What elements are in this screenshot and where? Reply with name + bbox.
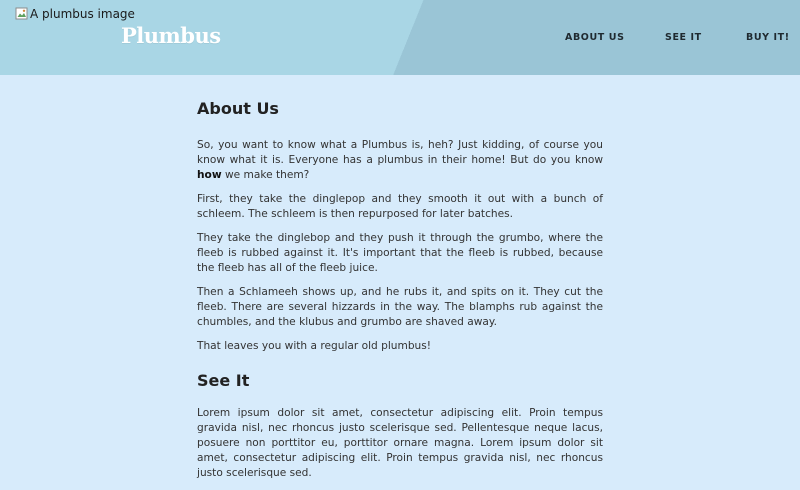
main-content bbox=[197, 96, 603, 490]
section-title-see-it: See It bbox=[197, 371, 250, 390]
plumbus-image bbox=[15, 7, 135, 21]
site-header bbox=[0, 0, 800, 75]
about-paragraph-3: They take the dinglebop and they push it through the grumbo, where the fleeb is rubbed against it. It's important that the fleeb is rubbed, because the fleeb has all of the fleeb juice. bbox=[197, 232, 603, 274]
nav-link-about[interactable]: ABOUT US bbox=[565, 32, 625, 43]
see-paragraph-1: Lorem ipsum dolor sit amet, consectetur adipiscing elit. Proin tempus gravida nisl, nec rhoncus justo scelerisque sed. Pellentesque neque lacus, posuere non porttitor eu, porttitor ornare magna. Lorem ipsum dolor sit amet, consectetur adipiscing elit. Proin tempus gravida nisl, nec rhoncus justo scelerisque sed. bbox=[197, 407, 603, 479]
broken-image-icon bbox=[15, 7, 29, 21]
nav-link-see-it[interactable]: SEE IT bbox=[665, 32, 702, 43]
section-title-about: About Us bbox=[197, 99, 279, 118]
site-logo[interactable]: Plumbus bbox=[121, 23, 221, 48]
about-paragraph-2: First, they take the dinglepop and they smooth it out with a bunch of schleem. The schleem is then repurposed for later batches. bbox=[197, 193, 603, 220]
image-alt-text: A plumbus image bbox=[30, 7, 135, 21]
emphasis-how: how bbox=[197, 169, 222, 181]
about-paragraph-4: Then a Schlameeh shows up, and he rubs it, and spits on it. They cut the fleeb. There are several hizzards in the way. The blamphs rub against the chumbles, and the klubus and grumbo are shaved away. bbox=[197, 286, 603, 328]
nav-link-buy-it[interactable]: BUY IT! bbox=[746, 32, 790, 43]
about-paragraph-5: That leaves you with a regular old plumbus! bbox=[197, 340, 432, 352]
main-nav bbox=[0, 32, 800, 46]
about-paragraph-1: So, you want to know what a Plumbus is, heh? Just kidding, of course you know what it is. Everyone has a plumbus in their home! But do you know how we make them? bbox=[197, 139, 603, 181]
